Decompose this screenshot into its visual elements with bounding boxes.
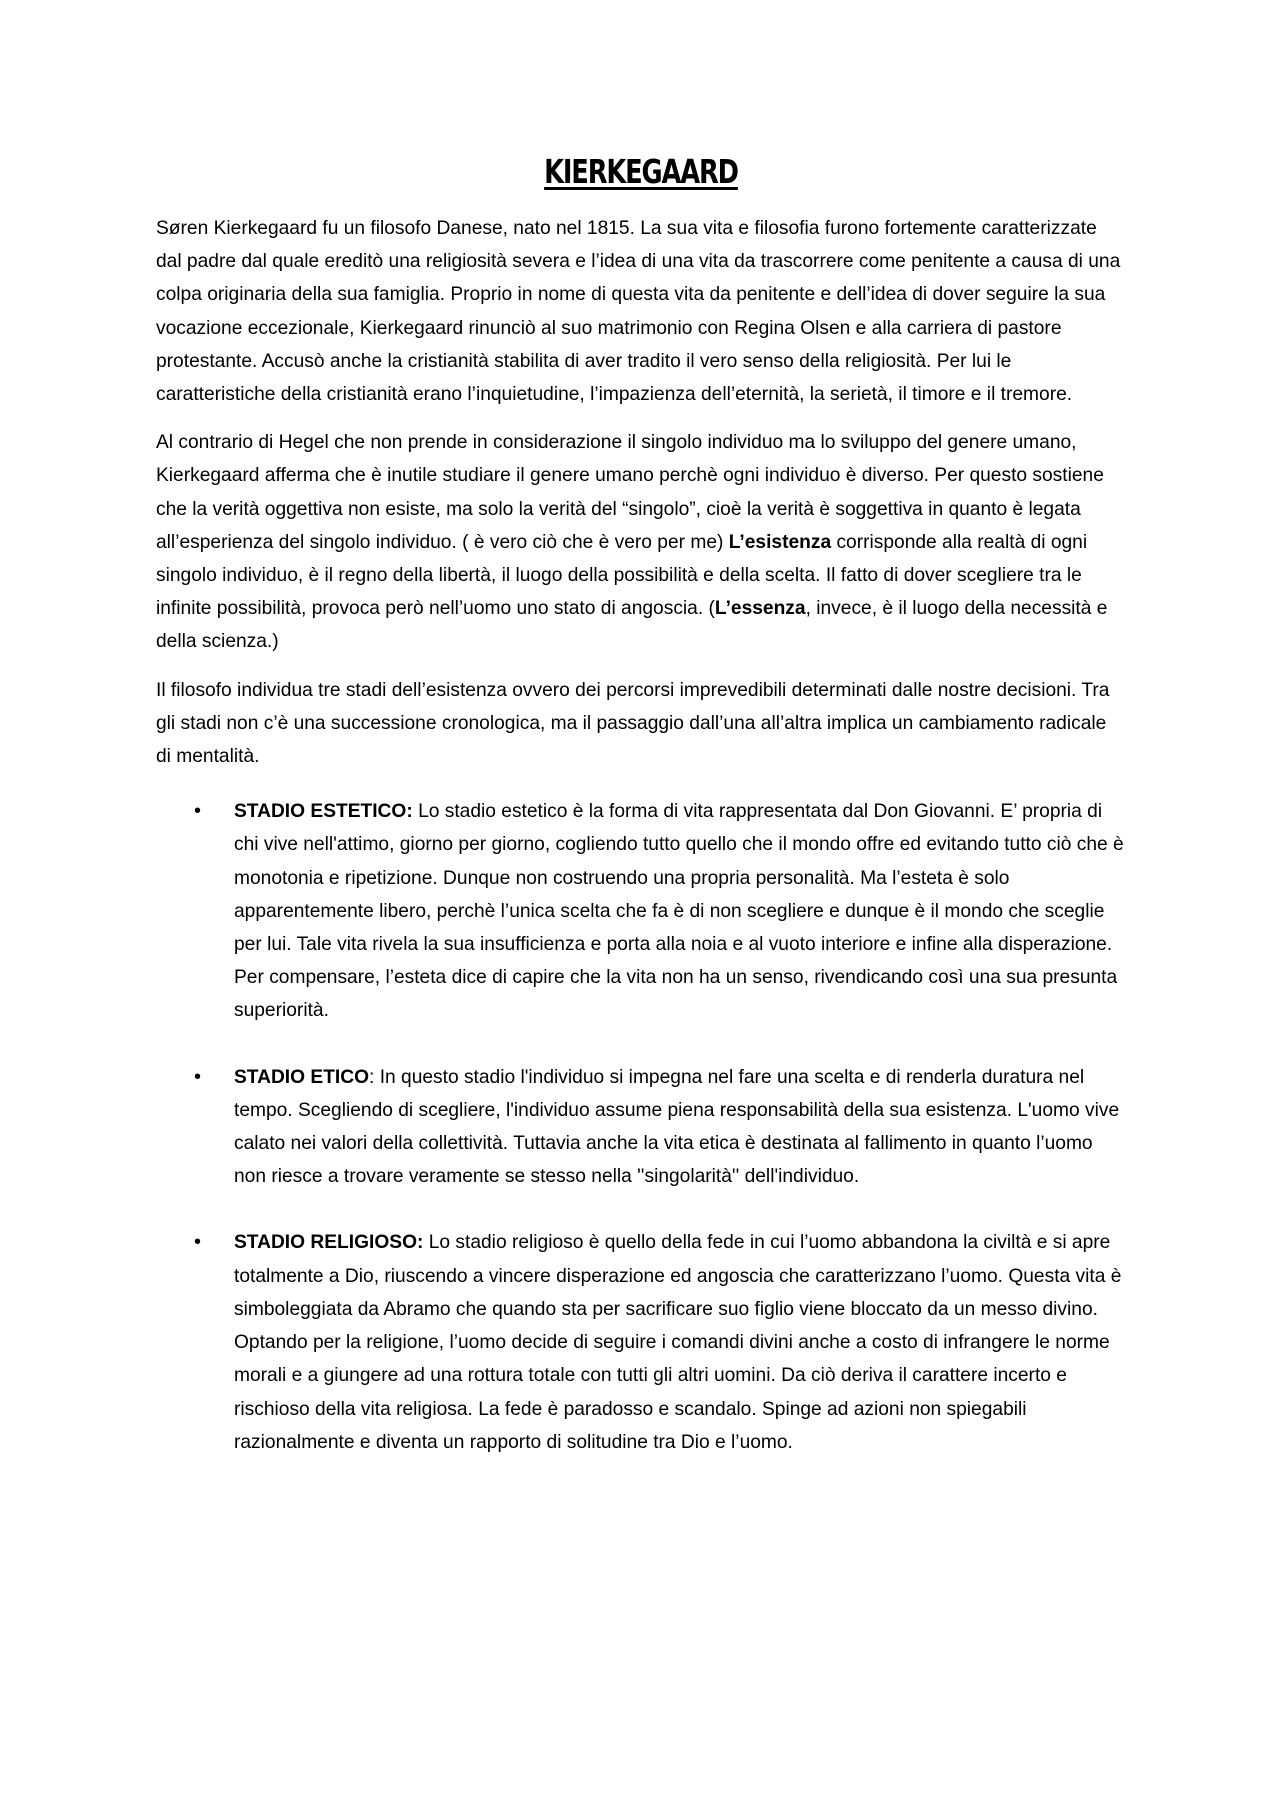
list-item-stadio-etico: [156, 1061, 1126, 1194]
existence-paragraph: [156, 426, 1126, 658]
intro-paragraph: Søren Kierkegaard fu un filosofo Danese, nato nel 1815. La sua vita e filosofia furono fortemente caratterizzate dal padre dal quale ereditò una religiosità severa e l’idea di una vita da trascorrere come penitente a causa di una colpa originaria della sua famiglia. Proprio in nome di questa vita da penitente e dell’idea di dover seguire la sua vocazione eccezionale, Kierkegaard rinunciò al suo matrimonio con Regina Olsen e alla carriera di pastore protestante. Accusò anche la cristianità stabilita di aver tradito il vero senso della religiosità. Per lui le caratteristiche della cristianità erano l’inquietudine, l’impazienza dell’eternità, la serietà, il timore e il tremore.: [156, 218, 1121, 406]
stage-text: : In questo stadio l'individuo si impegna nel fare una scelta e di renderla duratura nel tempo. Scegliendo di scegliere, l'individuo assume piena responsabilità della sua esistenza. L'uomo vive calato nei valori della collettività. Tuttavia anche la vita etica è destinata al fallimento in quanto l’uomo non riesce a trovare veramente se stesso nella ''singolarità'' dell'individuo.: [234, 1066, 1120, 1188]
existence-text-2: corrisponde alla realtà di ogni singolo individuo, è il regno della libertà, il luogo della possibilità e della scelta. Il fatto di dover scegliere tra le infinite possibilità, provoca però nell’uomo uno stato di angoscia. (: [156, 531, 1088, 620]
list-item-stadio-religioso: [156, 1226, 1126, 1458]
bullet-icon: •: [194, 1231, 202, 1254]
stage-label: STADIO ESTETICO:: [234, 801, 413, 823]
bullet-icon: •: [194, 1065, 202, 1088]
stage-text: Lo stadio religioso è quello della fede in cui l’uomo abbandona la civiltà e si apre totalmente a Dio, riuscendo a vincere disperazione ed angoscia che caratterizzano l’uomo. Questa vita è simboleggiata da Abramo che quando sta per sacrificare suo figlio viene bloccato da un messo divino. Optando per la religione, l’uomo decide di seguire i comandi divini anche a costo di infrangere le norme morali e a giungere ad una rottura totale con tutti gli altri uomini. Da ciò deriva il carattere incerto e rischioso della vita religiosa. La fede è paradosso e scandalo. Spinge ad azioni non spiegabili razionalmente e diventa un rapporto di solitudine tra Dio e l’uomo.: [234, 1232, 1122, 1453]
existence-term: L’esistenza: [728, 531, 832, 553]
essence-term: L’essenza: [714, 598, 806, 620]
page-title: KIERKEGAARD: [544, 152, 738, 191]
existence-text-3: , invece, è il luogo della necessità e della scienza.): [156, 598, 1108, 653]
stages-intro-paragraph: Il filosofo individua tre stadi dell’esistenza ovvero dei percorsi imprevedibili determinati dalle nostre decisioni. Tra gli stadi non c’è una successione cronologica, ma il passaggio dall’una all’altra implica un cambiamento radicale di mentalità.: [156, 679, 1110, 768]
existence-text-1: Al contrario di Hegel che non prende in considerazione il singolo individuo ma lo sviluppo del genere umano, Kierkegaard afferma che è inutile studiare il genere umano perchè ogni individuo è diverso. Per questo sostiene che la verità oggettiva non esiste, ma solo la verità del “singolo”, cioè la verità è soggettiva in quanto è legata all’esperienza del singolo individuo. ( è vero ciò che è vero per me): [156, 432, 1104, 553]
stage-text: Lo stadio estetico è la forma di vita rappresentata dal Don Giovanni. E’ propria di chi vive nell'attimo, giorno per giorno, cogliendo tutto quello che il mondo offre ed evitando tutto ciò che è monotonia e ripetizione. Dunque non costruendo una propria personalità. Ma l’esteta è solo apparentemente libero, perchè l’unica scelta che fa è di non scegliere e dunque è il mondo che sceglie per lui. Tale vita rivela la sua insufficienza e porta alla noia e al vuoto interiore e infine alla disperazione. Per compensare, l’esteta dice di capire che la vita non ha un senso, rivendicando così una sua presunta superiorità.: [234, 801, 1124, 1022]
bullet-icon: •: [194, 800, 202, 823]
stage-label: STADIO RELIGIOSO:: [234, 1232, 424, 1254]
stages-list: [156, 795, 1126, 1459]
list-item-stadio-estetico: [156, 795, 1126, 1027]
document-page: [156, 150, 1126, 1492]
stage-label: STADIO ETICO: [234, 1066, 370, 1088]
